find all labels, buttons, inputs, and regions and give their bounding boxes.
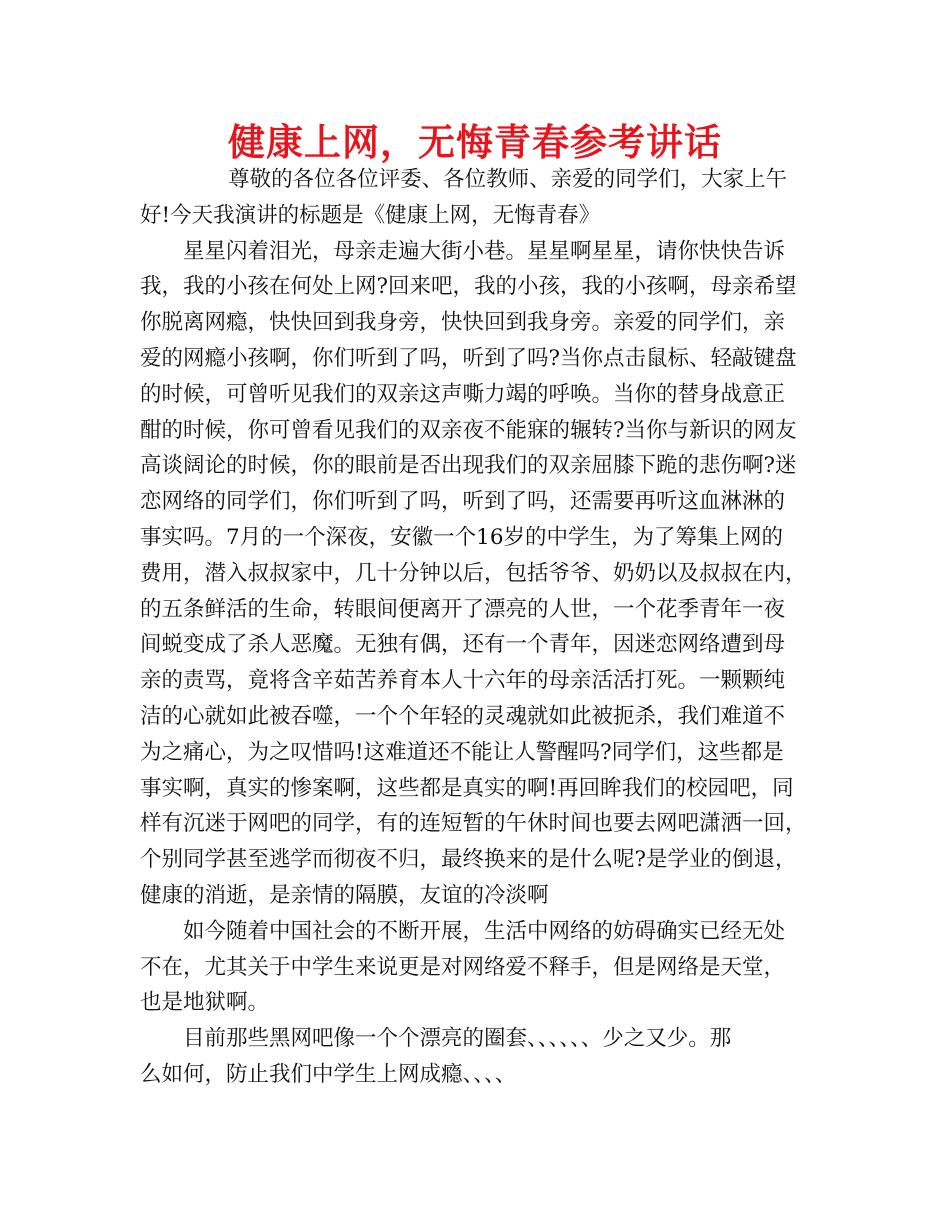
text-line: 的时候，可曾听见我们的双亲这声嘶力竭的呼唤。当你的替身战意正	[140, 381, 786, 407]
text-line: 我，我的小孩在何处上网?回来吧，我的小孩，我的小孩啊，母亲希望	[140, 274, 797, 300]
paragraph-society	[140, 914, 820, 1021]
text-line: 个别同学甚至逃学而彻夜不归，最终换来的是什么呢?是学业的倒退，	[140, 847, 797, 873]
text-line: 恋网络的同学们，你们听到了吗，听到了吗，还需要再听这血淋淋的	[140, 489, 786, 515]
document-body	[140, 162, 820, 1093]
text-line: 健康的消逝，是亲情的隔膜，友谊的冷淡啊	[140, 882, 549, 908]
text-line: 也是地狱啊。	[140, 990, 270, 1016]
text-line: 好!今天我演讲的标题是《健康上网，无悔青春》	[140, 202, 601, 228]
text-line: 不在，尤其关于中学生来说更是对网络爱不释手，但是网络是天堂，	[140, 954, 786, 980]
text-line: 爱的网瘾小孩啊，你们听到了吗，听到了吗?当你点击鼠标、轻敲键盘	[140, 345, 797, 371]
paragraph-main	[140, 234, 820, 914]
text-line: 样有沉迷于网吧的同学，有的连短暂的午休时间也要去网吧潇洒一回，	[140, 811, 807, 837]
text-line: 目前那些黑网吧像一个个漂亮的圈套、、、、、、少之又少。那	[183, 1026, 732, 1052]
text-line: 酣的时候，你可曾看见我们的双亲夜不能寐的辗转?当你与新识的网友	[140, 417, 797, 443]
document-title: 健康上网，无悔青春参考讲话	[228, 121, 722, 164]
text-line: 尊敬的各位各位评委、各位教师、亲爱的同学们，大家上午	[228, 167, 788, 192]
paragraph-greeting	[140, 162, 820, 234]
text-line: 间蜕变成了杀人恶魔。无独有偶，还有一个青年，因迷恋网络遭到母	[140, 632, 786, 658]
text-line: 高谈阔论的时候，你的眼前是否出现我们的双亲屈膝下跪的悲伤啊?迷	[140, 453, 797, 479]
text-line: 你脱离网瘾，快快回到我身旁，快快回到我身旁。亲爱的同学们，亲	[140, 310, 786, 336]
text-line: 费用，潜入叔叔家中，几十分钟以后，包括爷爷、奶奶以及叔叔在内，	[140, 560, 807, 586]
text-line: 星星闪着泪光，母亲走遍大街小巷。星星啊星星，请你快快告诉	[183, 238, 786, 264]
text-line: 亲的责骂，竟将含辛茹苦养育本人十六年的母亲活活打死。一颗颗纯	[140, 668, 786, 694]
paragraph-internet-cafes	[140, 1021, 820, 1093]
text-line: 为之痛心，为之叹惜吗!这难道还不能让人警醒吗?同学们，这些都是	[140, 739, 784, 765]
text-line: 事实啊，真实的惨案啊，这些都是真实的啊!再回眸我们的校园吧，同	[140, 775, 794, 801]
text-line: 洁的心就如此被吞噬，一个个年轻的灵魂就如此被扼杀，我们难道不	[140, 703, 786, 729]
text-line: 如今随着中国社会的不断开展，生活中网络的妨碍确实已经无处	[183, 918, 786, 944]
text-line: 的五条鲜活的生命，转眼间便离开了漂亮的人世，一个花季青年一夜	[140, 596, 786, 622]
text-line: 事实吗。7月的一个深夜，安徽一个16岁的中学生，为了筹集上网的	[140, 524, 784, 550]
text-line: 么如何，防止我们中学生上网成瘾、、、、	[140, 1061, 517, 1087]
